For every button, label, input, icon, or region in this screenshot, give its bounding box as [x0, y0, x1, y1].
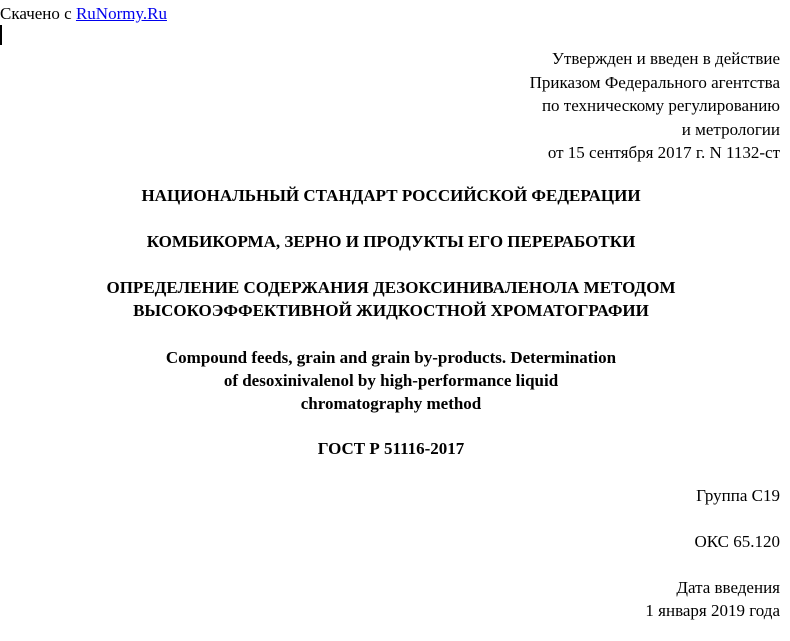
source-link[interactable]: RuNormy.Ru [75, 4, 167, 23]
approval-line: Приказом Федерального агентства [529, 72, 780, 92]
standard-subject-heading: КОМБИКОРМА, ЗЕРНО И ПРОДУКТЫ ЕГО ПЕРЕРАБОТКИ [146, 232, 636, 251]
approval-line: и метрологии [681, 119, 780, 139]
text-cursor [0, 25, 2, 45]
approval-line: от 15 сентября 2017 г. N 1132-ст [547, 143, 780, 162]
standard-title-ru [0, 276, 782, 322]
standard-number: ГОСТ Р 51116-2017 [317, 439, 465, 458]
title-ru-line: ОПРЕДЕЛЕНИЕ СОДЕРЖАНИЯ ДЕЗОКСИНИВАЛЕНОЛА МЕТОДОМ [106, 278, 676, 297]
title-en-line: Compound feeds, grain and grain by-products. Determination [165, 348, 617, 367]
intro-label: Дата введения [676, 578, 780, 597]
approval-block [530, 47, 780, 165]
title-en-line: of desoxinivalenol by high-performance liquid [223, 371, 559, 390]
oks-code: ОКС 65.120 [694, 532, 780, 551]
intro-date: 1 января 2019 года [645, 601, 780, 620]
group-code: Группа С19 [696, 486, 780, 505]
approval-line: по техническому регулированию [541, 96, 780, 115]
approval-line: Утвержден и введен в действие [551, 49, 780, 68]
source-prefix: Скачено с [0, 4, 76, 23]
title-ru-line: ВЫСОКОЭФФЕКТИВНОЙ ЖИДКОСТНОЙ ХРОМАТОГРАФИИ [133, 301, 649, 320]
standard-title-en [0, 346, 782, 415]
title-en-line: chromatography method [300, 394, 482, 413]
source-line [0, 2, 167, 25]
standard-type-heading: НАЦИОНАЛЬНЫЙ СТАНДАРТ РОССИЙСКОЙ ФЕДЕРАЦИИ [141, 186, 641, 205]
